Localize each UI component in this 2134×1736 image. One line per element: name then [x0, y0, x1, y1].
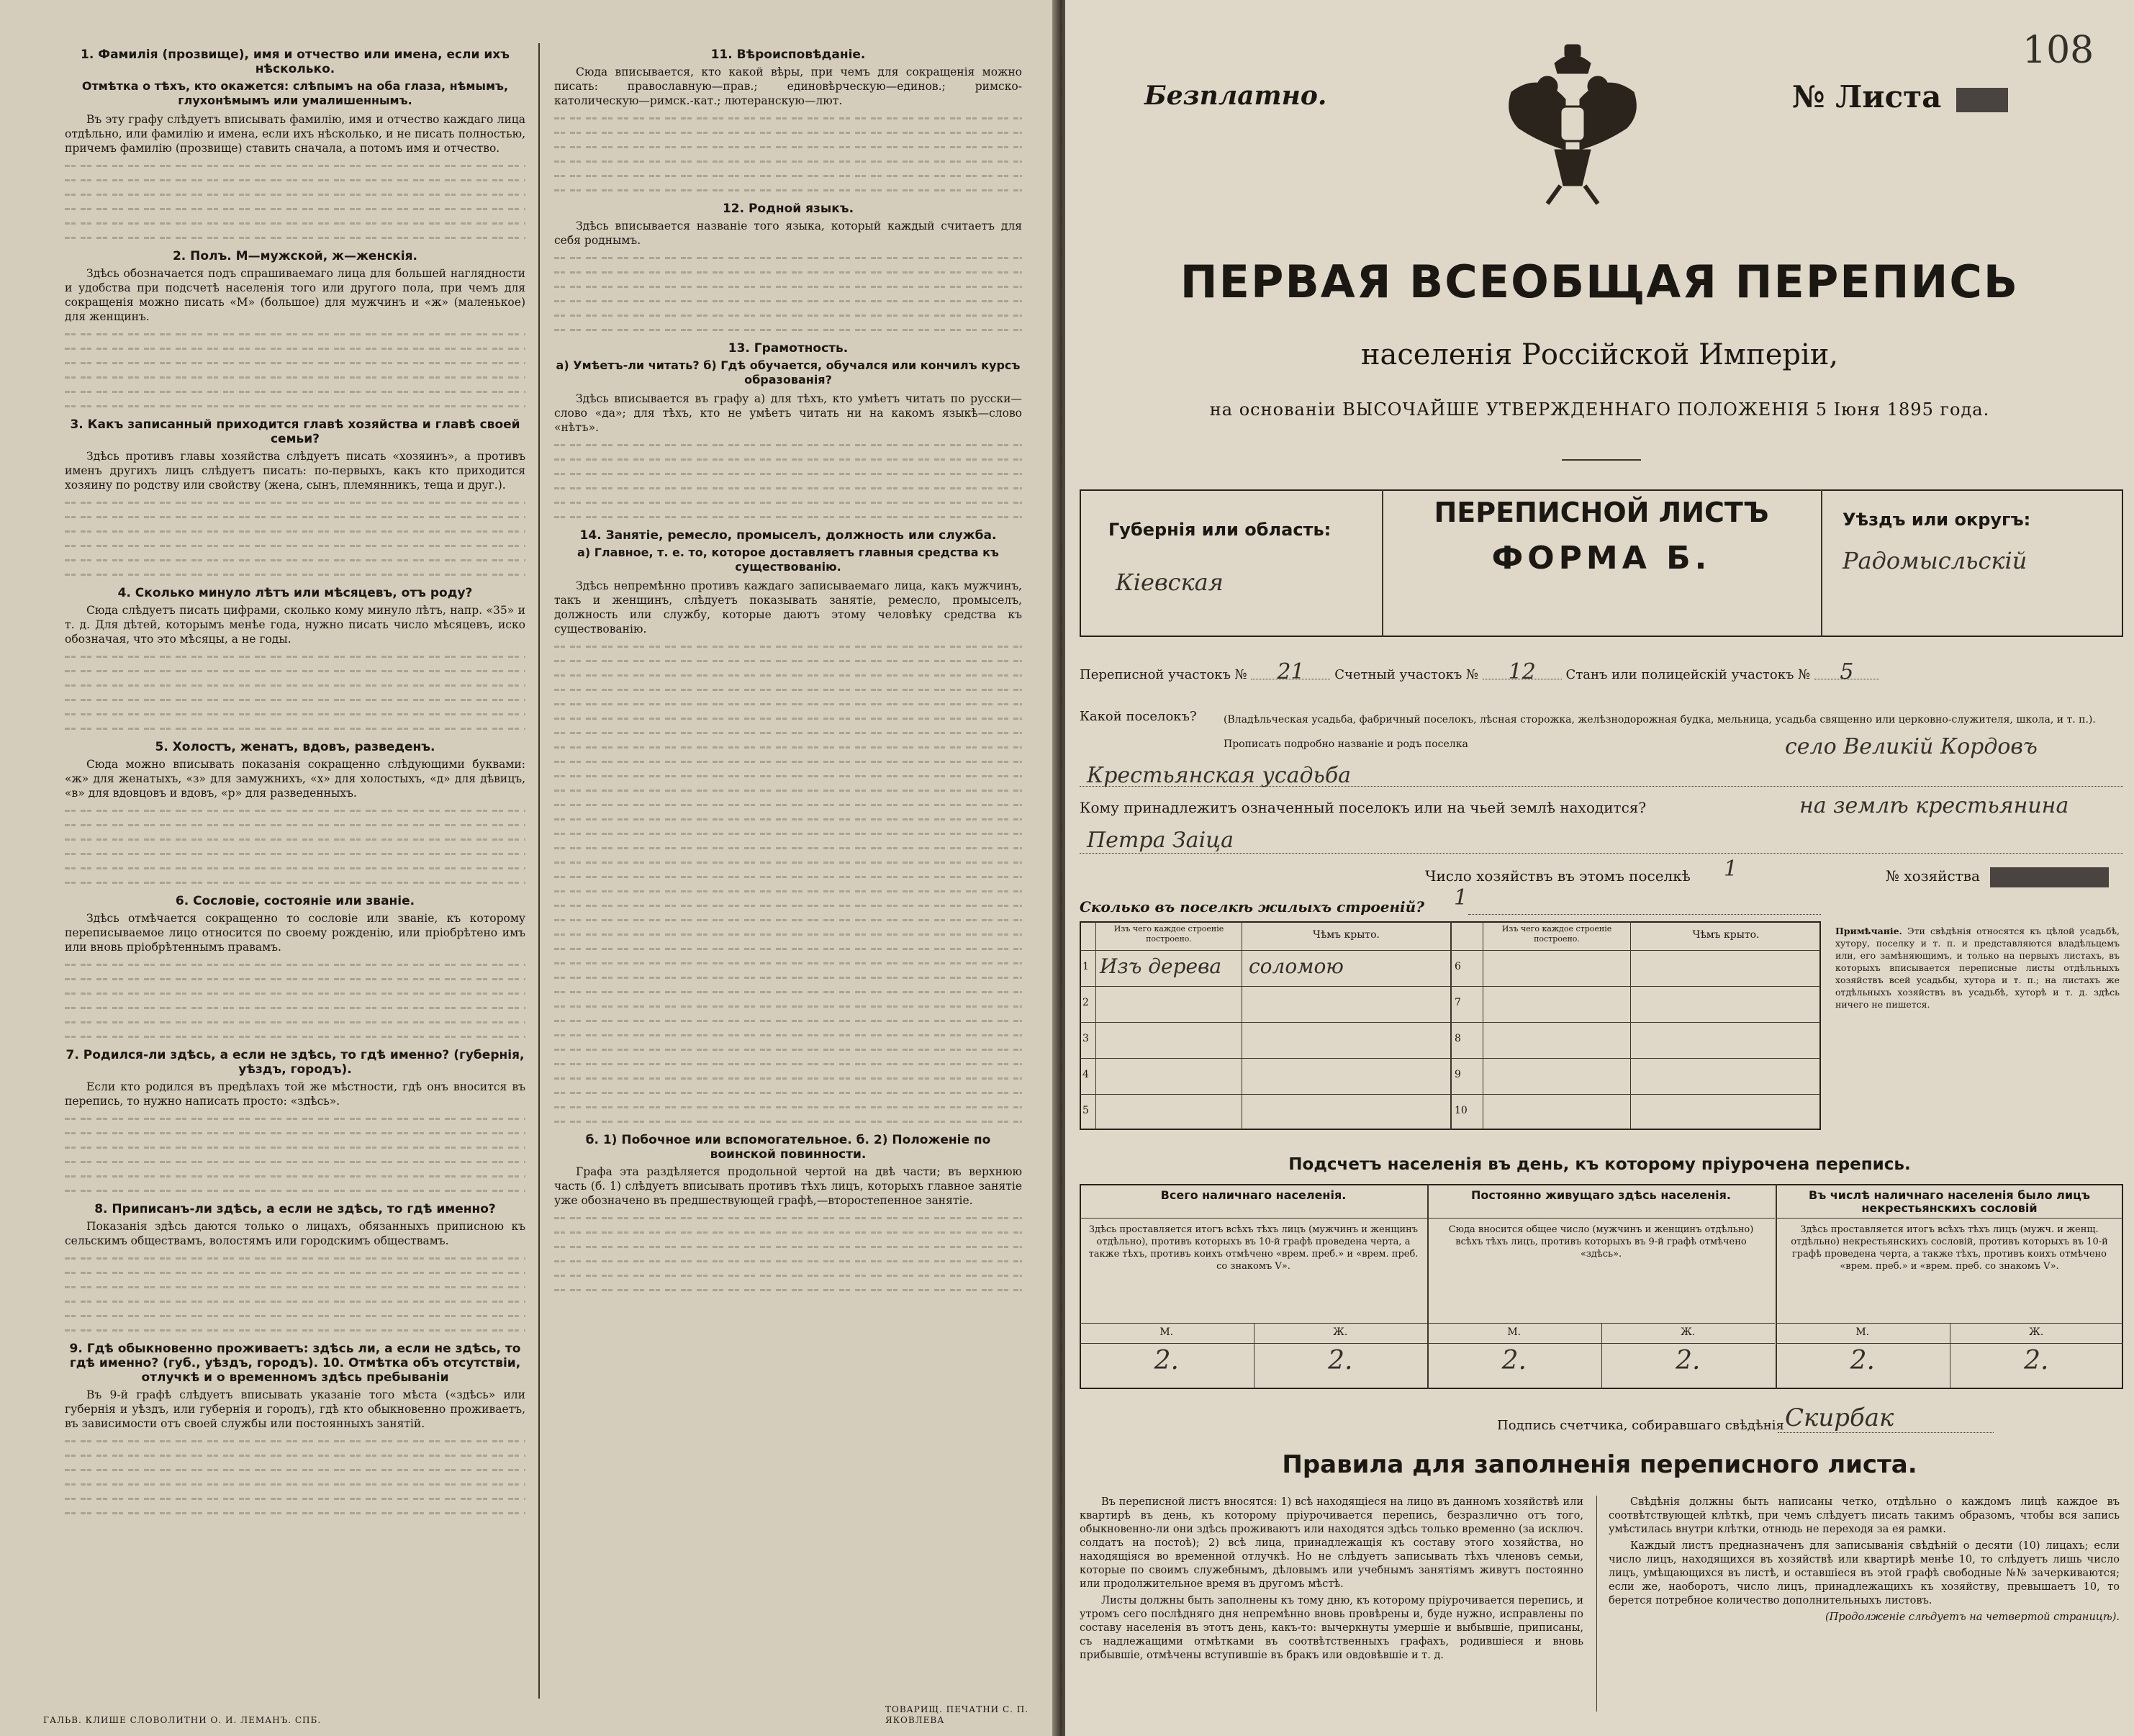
section-heading: 3. Какъ записанный приходится главѣ хозяйства и главѣ своей семьи?: [70, 417, 520, 446]
count-value-rule: [1776, 1343, 2123, 1344]
text-line-texture: [65, 1491, 525, 1506]
text-line-texture: [65, 1029, 525, 1044]
section-heading: 7. Родился-ли здѣсь, а если не здѣсь, то гдѣ именно? (губернія, уѣздъ, городъ).: [65, 1048, 525, 1077]
right-page-census-form: [1065, 0, 2134, 1736]
archive-page-number: 108: [2022, 29, 2094, 72]
bt-head-rule: [1080, 950, 1821, 951]
text-line-texture: [65, 1506, 525, 1520]
settlement-label: Какой поселокъ?: [1080, 709, 1197, 724]
section-subheading: а) Умѣетъ-ли читать? б) Гдѣ обучается, обучался или кончилъ курсъ образованія?: [556, 358, 1021, 386]
text-line-texture: [65, 384, 525, 399]
buildings-line: [1468, 914, 1821, 915]
section-text: Въ эту графу слѣдуетъ вписывать фамилію, имя и отчество каждаго лица отдѣльно, или фамилію и имена, если ихъ нѣсколько, и не писать полностью, причемъ фамилію (прозвище) ставить сначала, а потомъ имя и отчество.: [65, 113, 525, 155]
text-line-texture: [65, 356, 525, 370]
section-heading: 13. Грамотность.: [728, 341, 849, 356]
household-number-label: № хозяйства: [1886, 867, 1980, 885]
settlement-value-1: село Великій Кордовъ: [1785, 734, 2038, 759]
text-line-texture: [554, 711, 1022, 725]
section-text: Здѣсь вписывается въ графу а) для тѣхъ, кто умѣетъ читать по русски—слово «да»; для тѣхъ, кто не умѣетъ читать ни на какомъ языкѣ—слово «нѣтъ».: [554, 392, 1022, 434]
text-line-texture: [554, 783, 1022, 797]
rules-right-column: [1609, 1496, 2120, 1624]
buildings-row-rule: [1452, 1058, 1821, 1059]
text-line-texture: [65, 692, 525, 707]
text-line-texture: [554, 841, 1022, 855]
building-number: 9: [1455, 1069, 1461, 1080]
text-line-texture: [65, 158, 525, 173]
text-line-texture: [65, 832, 525, 846]
printer-credit-right: ТОВАРИЩ. ПЕЧАТНИ С. П. ЯКОВЛЕВА: [885, 1704, 1029, 1725]
text-line-texture: [554, 970, 1022, 985]
rules-title: Правила для заполненія переписного листа.: [1282, 1450, 1917, 1479]
section-heading: 6. Сословіе, состояніе или званіе.: [175, 894, 415, 908]
text-line-texture: [65, 678, 525, 692]
rules-right-p1: Свѣдѣнія должны быть написаны четко, отдѣльно о каждомъ лицѣ каждое въ соотвѣтствующей клѣткѣ, при чемъ слѣдуетъ писать такимъ образомъ, чтобы вся запись умѣстилась внутри клѣтки, отнюдь не переходя за ея рамки.: [1609, 1496, 2120, 1535]
text-line-texture: [554, 1085, 1022, 1100]
building-material: Изъ дерева: [1100, 954, 1222, 978]
text-line-texture: [554, 140, 1022, 154]
section-heading: 12. Родной языкъ.: [722, 202, 854, 216]
text-line-texture: [554, 294, 1022, 308]
text-line-texture: [554, 265, 1022, 279]
text-line-texture: [65, 567, 525, 582]
text-line-texture: [65, 986, 525, 1000]
text-line-texture: [65, 1111, 525, 1126]
text-line-texture: [554, 985, 1022, 999]
free-label: Безплатно.: [1144, 81, 1327, 111]
buildings-row-rule: [1080, 1094, 1450, 1095]
section-heading: 1. Фамилія (прозвище), имя и отчество или имена, если ихъ нѣсколько.: [81, 48, 510, 76]
count-head-rule: [1427, 1218, 1775, 1219]
census-title: ПЕРВАЯ ВСЕОБЩАЯ ПЕРЕПИСЬ: [1180, 256, 2020, 308]
text-line-texture: [554, 1114, 1022, 1129]
buildings-table-mid: [1450, 921, 1452, 1130]
bt-head-material-left: Изъ чего каждое строеніе построено.: [1113, 924, 1224, 944]
male-count: 2.: [1850, 1346, 1875, 1375]
text-line-texture: [65, 327, 525, 341]
settlement-value-2: Крестьянская усадьба: [1087, 763, 1352, 788]
owner-value-2: Петра Заіца: [1087, 828, 1234, 853]
police-district-label: Станъ или полицейскій участокъ №: [1565, 667, 1811, 682]
left-page-instructions: [0, 0, 1058, 1736]
section-text: Графа эта раздѣляется продольной чертой на двѣ части; въ верхнюю часть (б. 1) слѣдуетъ вписывать противъ тѣхъ лицъ, которыхъ главное занятіе уже обозначено въ предшествующей графѣ,—второстепенное занятіе.: [554, 1165, 1022, 1207]
text-line-texture: [65, 1308, 525, 1323]
text-line-texture: [65, 1251, 525, 1265]
text-line-texture: [554, 1225, 1022, 1239]
text-line-texture: [65, 230, 525, 245]
male-label: М.: [1159, 1326, 1174, 1338]
text-line-texture: [65, 538, 525, 553]
count-col-desc: Здѣсь проставляется итогъ всѣхъ тѣхъ лицъ (мужчинъ и женщинъ отдѣльно), противъ которыхъ въ 10-й графѣ проведена черта, а также тѣхъ, противъ коихъ отмѣчено «врем. преб.» и «врем. преб. со знакомъ V».: [1088, 1224, 1419, 1272]
count-district-label: Счетный участокъ №: [1334, 667, 1479, 682]
owner-label: Кому принадлежитъ означенный поселокъ или на чьей землѣ находится?: [1080, 799, 1647, 816]
text-line-texture: [554, 510, 1022, 524]
section-heading: 14. Занятіе, ремесло, промыселъ, должность или служба.: [579, 528, 997, 543]
text-line-texture: [554, 250, 1022, 265]
text-line-texture: [65, 707, 525, 721]
text-line-texture: [554, 812, 1022, 826]
census-basis: на основаніи ВЫСОЧАЙШЕ УТВЕРЖДЕННАГО ПОЛОЖЕНІЯ 5 Іюня 1895 года.: [1209, 399, 1990, 420]
column-divider: [538, 43, 540, 1699]
text-line-texture: [554, 797, 1022, 812]
text-line-texture: [554, 1239, 1022, 1254]
text-line-texture: [554, 183, 1022, 197]
instructions-column-right: [554, 43, 1022, 1297]
count-value-rule: [1427, 1343, 1775, 1344]
text-line-texture: [554, 855, 1022, 869]
census-subtitle: населенія Россійской Имперіи,: [1360, 338, 1839, 371]
count-col-desc: Здѣсь проставляется итогъ всѣхъ тѣхъ лицъ (мужч. и женщ. отдѣльно) некрестьянскихъ сословій, противъ которыхъ въ 10-й графѣ проведена черта, а также тѣхъ, противъ коихъ отмѣчено «врем. преб.» и «врем. преб. со знакомъ V».: [1791, 1224, 2108, 1272]
text-line-texture: [65, 1000, 525, 1015]
household-number-redacted: [1990, 867, 2109, 887]
building-number: 3: [1082, 1033, 1089, 1044]
male-label: М.: [1855, 1326, 1870, 1338]
text-line-texture: [554, 913, 1022, 927]
text-line-texture: [554, 111, 1022, 125]
building-number: 4: [1082, 1069, 1089, 1080]
text-line-texture: [554, 999, 1022, 1013]
count-col-desc: Сюда вносится общее число (мужчинъ и женщинъ отдѣльно) всѣхъ тѣхъ лицъ, противъ которыхъ въ 9-й графѣ отмѣчено «здѣсь».: [1448, 1224, 1754, 1260]
building-roof: соломою: [1249, 954, 1344, 978]
text-line-texture: [65, 861, 525, 875]
text-line-texture: [554, 769, 1022, 783]
count-head-rule: [1776, 1218, 2123, 1219]
settlement-hint: (Владѣльческая усадьба, фабричный поселокъ, лѣсная сторожка, желѣзнодорожная будка, мельница, усадьба священно или церковно-служителя, школа, и т. п.). Прописать подробно названіе и родъ поселка: [1224, 714, 2096, 750]
text-line-texture: [554, 1057, 1022, 1071]
female-label: Ж.: [1333, 1326, 1348, 1338]
section-heading: 8. Приписанъ-ли здѣсь, а если не здѣсь, то гдѣ именно?: [94, 1202, 496, 1216]
printer-credit-left: ГАЛЬВ. КЛИШЕ СЛОВОЛИТНИ О. И. ЛЕМАНЪ. СПБ.: [43, 1715, 322, 1725]
section-heading: 11. Вѣроисповѣданіе.: [710, 48, 866, 62]
buildings-label: Сколько въ поселкѣ жилыхъ строеній?: [1080, 898, 1424, 916]
text-line-texture: [554, 1071, 1022, 1085]
text-line-texture: [554, 1283, 1022, 1297]
owner-line: [1080, 853, 2123, 854]
count-district-value: 12: [1483, 666, 1562, 679]
uchastok-row: [1080, 659, 1879, 684]
rules-divider: [1596, 1496, 1597, 1712]
count-head-rule: [1080, 1218, 1427, 1219]
text-line-texture: [65, 803, 525, 818]
text-line-texture: [554, 654, 1022, 668]
text-line-texture: [65, 846, 525, 861]
buildings-value: 1: [1454, 885, 1468, 910]
households-value: 1: [1724, 856, 1738, 882]
building-number: 2: [1082, 997, 1089, 1008]
section-heading: 9. Гдѣ обыкновенно проживаетъ: здѣсь ли, а если не здѣсь, то гдѣ именно? (губ., уѣздъ, городъ). 10. Отмѣтка объ отсутствіи, отлучкѣ и о временномъ здѣсь пребываніи: [69, 1342, 521, 1385]
buildings-row-rule: [1452, 986, 1821, 987]
section-text: Въ 9-й графѣ слѣдуетъ вписывать указаніе того мѣста («здѣсь» или губернія и уѣздъ, или губернія и городъ), гдѣ кто обыкновенно проживаетъ, въ зависимости отъ своей службы или постоянныхъ занятій.: [65, 1388, 525, 1430]
text-line-texture: [65, 1265, 525, 1280]
sheet-number-label: № Листа: [1792, 79, 1942, 114]
text-line-texture: [554, 826, 1022, 841]
section-text: Здѣсь обозначается подъ спрашиваемаго лица для большей наглядности и удобства при подсчетѣ населенія того или другого пола, при чемъ для сокращенія можно писать «М» (большое) для мужчинъ и «ж» (маленькое) для женщинъ.: [65, 267, 525, 323]
signature-label: Подпись счетчика, собиравшаго свѣдѣнія: [1497, 1418, 1784, 1433]
text-line-texture: [554, 495, 1022, 510]
text-line-texture: [65, 649, 525, 664]
text-line-texture: [65, 1323, 525, 1337]
female-label: Ж.: [2029, 1326, 2044, 1338]
gubernia-value: Кіевская: [1116, 569, 1224, 596]
text-line-texture: [554, 1100, 1022, 1114]
text-line-texture: [65, 399, 525, 413]
count-title: Подсчетъ населенія въ день, къ которому пріурочена перепись.: [1288, 1155, 1911, 1174]
text-line-texture: [554, 668, 1022, 682]
text-line-texture: [554, 125, 1022, 140]
text-line-texture: [554, 279, 1022, 294]
text-line-texture: [65, 972, 525, 986]
text-line-texture: [65, 1169, 525, 1183]
instructions-column-left: [65, 43, 525, 1520]
section-heading: 4. Сколько минуло лѣтъ или мѣсяцевъ, отъ роду?: [117, 586, 473, 600]
buildings-row-rule: [1080, 1022, 1450, 1023]
text-line-texture: [554, 154, 1022, 168]
text-line-texture: [554, 725, 1022, 740]
text-line-texture: [554, 927, 1022, 941]
rules-left-p2: Листы должны быть заполнены къ тому дню, къ которому пріурочивается перепись, и утромъ сего послѣдняго дня непремѣнно вновь провѣрены и, буде нужно, исправлены по составу населенія въ этотъ день, какъ-то: вычеркнуты умершіе и выбывшіе, приписаны, съ надлежащими отмѣтками въ соотвѣтственныхъ графахъ, родившіеся и вновь прибывшіе, отмѣчены вступившіе въ бракъ или овдовѣвшіе и т. д.: [1080, 1595, 1583, 1661]
text-line-texture: [65, 510, 525, 524]
text-line-texture: [554, 869, 1022, 884]
text-line-texture: [554, 438, 1022, 452]
rules-continued: (Продолженіе слѣдуетъ на четвертой страницѣ).: [1825, 1611, 2120, 1623]
text-line-texture: [554, 168, 1022, 183]
rules-left-p1: Въ переписной листъ вносятся: 1) всѣ находящіеся на лицо въ данномъ хозяйствѣ или квартирѣ въ день, къ которому пріурочивается перепись, безразлично отъ того, обыкновенно-ли они здѣсь проживаютъ или находятся здѣсь только временно (за исключ. солдатъ на постоѣ); 2) всѣ лица, принадлежащія къ составу этого хозяйства, но находящіяся во временной отлучкѣ. Но не слѣдуетъ записывать тѣхъ членовъ семьи, которые по своимъ служебнымъ, дѣловымъ или учебнымъ занятіямъ живутъ постоянно или продолжительное время въ другомъ мѣстѣ.: [1080, 1496, 1583, 1590]
text-line-texture: [65, 957, 525, 972]
uezd-value: Радомысльскій: [1843, 547, 2027, 574]
text-line-texture: [65, 1448, 525, 1463]
imperial-eagle-emblem: [1497, 42, 1648, 207]
buildings-note: [1835, 925, 2120, 1011]
text-line-texture: [65, 553, 525, 567]
count-col-head: Въ числѣ наличнаго населенія было лицъ некрестьянскихъ сословій: [1809, 1188, 2090, 1215]
female-label: Ж.: [1681, 1326, 1696, 1338]
signature-value: Скирбак: [1785, 1403, 1894, 1432]
building-number: 10: [1455, 1105, 1468, 1116]
text-line-texture: [65, 370, 525, 384]
text-line-texture: [65, 818, 525, 832]
building-number: 6: [1455, 961, 1461, 972]
text-line-texture: [65, 1154, 525, 1169]
buildings-row-rule: [1080, 1058, 1450, 1059]
section-text: Показанія здѣсь даются только о лицахъ, обязанныхъ приписною къ сельскимъ обществамъ, волостямъ или городскимъ обществамъ.: [65, 1220, 525, 1247]
buildings-row-rule: [1452, 1094, 1821, 1095]
rules-left-column: [1080, 1496, 1583, 1665]
text-line-texture: [554, 956, 1022, 970]
female-count: 2.: [1676, 1346, 1701, 1375]
buildings-row-rule: [1452, 1022, 1821, 1023]
section-subheading: а) Главное, т. е. то, которое доставляетъ главныя средства къ существованію.: [577, 546, 999, 574]
precinct-label: Переписной участокъ №: [1080, 667, 1247, 682]
text-line-texture: [65, 721, 525, 736]
building-number: 7: [1455, 997, 1461, 1008]
police-district-value: 5: [1814, 666, 1879, 679]
text-line-texture: [65, 173, 525, 187]
precinct-value: 21: [1251, 666, 1330, 679]
text-line-texture: [554, 466, 1022, 481]
female-count: 2.: [1328, 1346, 1353, 1375]
text-line-texture: [554, 1013, 1022, 1028]
form-name: ФОРМА Б.: [1491, 540, 1712, 577]
text-line-texture: [554, 754, 1022, 769]
text-line-texture: [554, 452, 1022, 466]
building-number: 8: [1455, 1033, 1461, 1044]
building-number: 1: [1082, 961, 1089, 972]
male-count: 2.: [1501, 1346, 1527, 1375]
section-heading: 5. Холостъ, женатъ, вдовъ, разведенъ.: [155, 740, 435, 754]
text-line-texture: [65, 1015, 525, 1029]
text-line-texture: [65, 875, 525, 890]
text-line-texture: [65, 1463, 525, 1477]
section-text: Сюда можно вписывать показанія сокращенно слѣдующими буквами: «ж» для женатыхъ, «з» для замужнихъ, «х» для холостыхъ, «д» для дѣвицъ, «в» для вдовцовъ и вдовъ, «р» для разведенныхъ.: [65, 758, 525, 800]
section-text: Сюда слѣдуетъ писать цифрами, сколько кому минуло лѣтъ, напр. «35» и т. д. Для дѣтей, которымъ менѣе года, нужно писать число мѣсяцевъ, иско обозначая, что это мѣсяцы, а не годы.: [65, 604, 525, 646]
text-line-texture: [65, 1434, 525, 1448]
text-line-texture: [554, 941, 1022, 956]
text-line-texture: [65, 341, 525, 356]
section-subheading: Отмѣтка о тѣхъ, кто окажется: слѣпымъ на оба глаза, нѣмымъ, глухонѣмымъ или умалишеннымъ.: [81, 79, 509, 107]
male-count: 2.: [1154, 1346, 1179, 1375]
text-line-texture: [65, 1280, 525, 1294]
uezd-label: Уѣздъ или округъ:: [1843, 510, 2031, 530]
section-heading: 2. Полъ. М—мужской, ж—женскія.: [172, 249, 418, 263]
male-label: М.: [1507, 1326, 1522, 1338]
text-line-texture: [554, 740, 1022, 754]
bt-head-material-right: Изъ чего каждое строеніе построено.: [1501, 924, 1612, 944]
rules-right-p2: Каждый листъ предназначенъ для записыванія свѣдѣній о десяти (10) лицахъ; если число лицъ, находящихся въ хозяйствѣ или квартирѣ менѣе 10, то слѣдуетъ лишь число лицъ, умѣщающихся въ листѣ, и оставшіеся въ этой графѣ свободные №№ зачеркиваются; если же, наоборотъ, число лицъ, принадлежащихъ къ хозяйству, превышаетъ 10, то берется потребное количество дополнительныхъ листовъ.: [1609, 1540, 2120, 1606]
text-line-texture: [554, 639, 1022, 654]
households-label: Число хозяйствъ въ этомъ поселкѣ: [1425, 867, 1691, 885]
count-col-head: Постоянно живущаго здѣсь населенія.: [1471, 1188, 1731, 1202]
text-line-texture: [65, 216, 525, 230]
bt-head-roof-right: Чѣмъ крыто.: [1692, 929, 1760, 941]
section-heading: б. 1) Побочное или вспомогательное. б. 2) Положеніе по воинской повинности.: [585, 1133, 991, 1162]
count-col-head: Всего наличнаго населенія.: [1160, 1188, 1347, 1202]
note-label: Примѣчаніе.: [1835, 926, 1902, 936]
buildings-row-rule: [1080, 986, 1450, 987]
text-line-texture: [554, 697, 1022, 711]
section-text: Здѣсь вписывается названіе того языка, который каждый считаетъ для себя роднымъ.: [554, 220, 1022, 247]
text-line-texture: [554, 1028, 1022, 1042]
gubernia-label: Губернія или область:: [1108, 520, 1332, 540]
text-line-texture: [554, 1268, 1022, 1283]
signature-line: [1778, 1432, 1994, 1433]
text-line-texture: [65, 1183, 525, 1198]
section-text: Если кто родился въ предѣлахъ той же мѣстности, гдѣ онъ вносится въ перепись, то нужно написать просто: «здѣсь».: [65, 1080, 525, 1108]
bt-head-roof-left: Чѣмъ крыто.: [1313, 929, 1380, 941]
owner-value-1: на землѣ крестьянина: [1799, 793, 2069, 818]
building-number: 5: [1082, 1105, 1089, 1116]
text-line-texture: [65, 1294, 525, 1308]
text-line-texture: [65, 187, 525, 202]
text-line-texture: [65, 495, 525, 510]
text-line-texture: [65, 664, 525, 678]
title-rule: [1562, 459, 1641, 461]
text-line-texture: [554, 884, 1022, 898]
text-line-texture: [554, 898, 1022, 913]
text-line-texture: [554, 481, 1022, 495]
text-line-texture: [554, 308, 1022, 322]
text-line-texture: [554, 1042, 1022, 1057]
text-line-texture: [65, 202, 525, 216]
text-line-texture: [554, 322, 1022, 337]
count-value-rule: [1080, 1343, 1427, 1344]
sheet-number-redacted: [1956, 88, 2008, 112]
text-line-texture: [554, 682, 1022, 697]
bt-line-d: [1630, 921, 1631, 1130]
text-line-texture: [65, 1477, 525, 1491]
text-line-texture: [554, 1211, 1022, 1225]
bt-line-a: [1095, 921, 1096, 1130]
section-text: Здѣсь отмѣчается сокращенно то сословіе или званіе, къ которому переписываемое лицо относится по своему рожденію, или пріобрѣтено имъ или вновь пріобрѣтеннымъ правамъ.: [65, 912, 525, 954]
section-text: Здѣсь непремѣнно противъ каждаго записываемаго лица, какъ мужчинъ, такъ и женщинъ, слѣдуетъ показывать занятіе, ремесло, промыселъ, должность или службу, которые даютъ этому человѣку средства къ существованію.: [554, 579, 1022, 636]
text-line-texture: [65, 1140, 525, 1154]
text-line-texture: [554, 1254, 1022, 1268]
section-text: Здѣсь противъ главы хозяйства слѣдуетъ писать «хозяинъ», а противъ именъ другихъ лицъ слѣдуетъ писать: по-первыхъ, какъ кто приходится хозяину по родству или свойству (жена, сынъ, племянникъ, теща и друг.).: [65, 450, 525, 492]
text-line-texture: [65, 1126, 525, 1140]
note-text: Эти свѣдѣнія относятся къ цѣлой усадьбѣ, хутору, поселку и т. п. и представляются владѣльцемъ или, его замѣняющимъ, и только на первыхъ листахъ, въ которыхъ вписывается переписные листы отдѣльныхъ хозяйствъ всей усадьбы, хутора и т. п.; на листахъ же отдѣльныхъ хозяйствъ въ усадьбѣ, хуторѣ и т. д. здѣсь ничего не пишется.: [1835, 926, 2120, 1010]
text-line-texture: [65, 524, 525, 538]
section-text: Сюда вписывается, кто какой вѣры, при чемъ для сокращенія можно писать: православную—прав.; единовѣрческую—единов.; римско-католическую—римск.-кат.; лютеранскую—лют.: [554, 65, 1022, 107]
header-divider-2: [1821, 489, 1822, 637]
female-count: 2.: [2024, 1346, 2049, 1375]
form-title: ПЕРЕПИСНОЙ ЛИСТЪ: [1434, 497, 1769, 528]
